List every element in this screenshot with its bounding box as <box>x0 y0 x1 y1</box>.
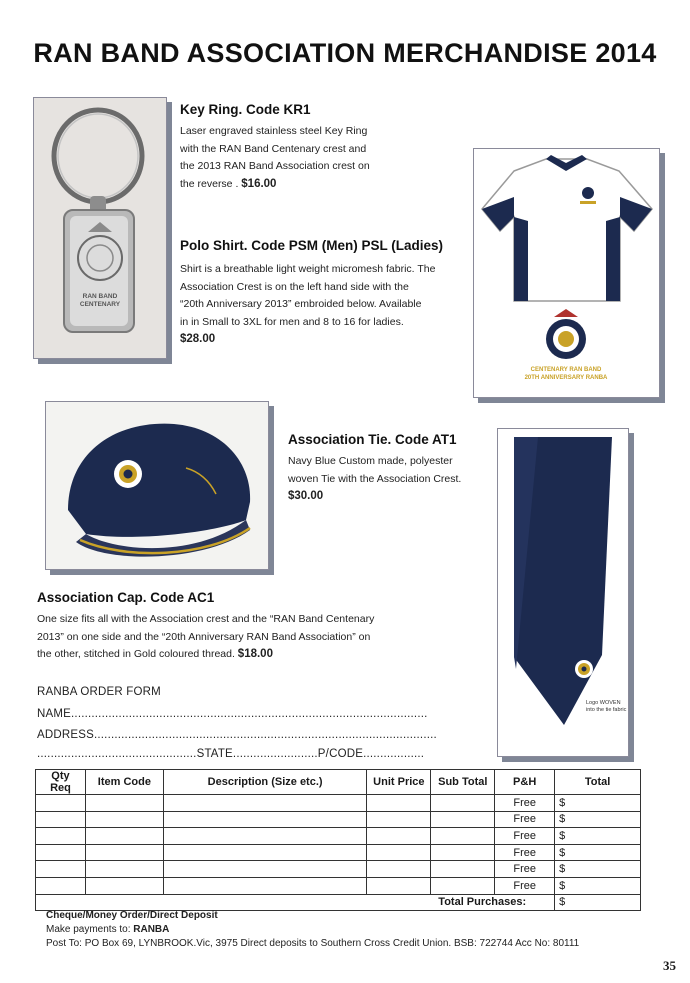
polo-price: $28.00 <box>180 333 216 345</box>
ph-cell: Free <box>495 877 555 894</box>
keyring-line <box>180 176 420 194</box>
description-cell[interactable] <box>163 828 367 845</box>
total-cell[interactable]: $ <box>555 828 641 845</box>
payable-to: RANBA <box>133 924 170 935</box>
total-cell[interactable]: $ <box>555 877 641 894</box>
polo-line: in in Small to 3XL for men and 8 to 16 for ladies. <box>180 315 404 328</box>
ph-cell: Free <box>495 811 555 828</box>
qty-cell[interactable] <box>36 795 86 812</box>
total-purchases-value[interactable]: $ <box>555 894 641 911</box>
total-cell[interactable]: $ <box>555 861 641 878</box>
page-number: 35 <box>663 958 676 973</box>
item-code-cell[interactable] <box>85 844 163 861</box>
polo-image <box>474 149 659 397</box>
table-row <box>36 828 641 845</box>
table-row <box>36 877 641 894</box>
cap-image <box>46 402 268 569</box>
payable-prefix: Make payments to: <box>46 924 134 935</box>
tie-description <box>288 453 488 506</box>
column-sub-total: Sub Total <box>431 770 495 795</box>
column-ph: P&H <box>495 770 555 795</box>
unit-price-cell[interactable] <box>367 877 431 894</box>
cap-description <box>37 611 477 664</box>
qty-cell[interactable] <box>36 877 86 894</box>
description-cell[interactable] <box>163 877 367 894</box>
unit-price-cell[interactable] <box>367 828 431 845</box>
description-cell[interactable] <box>163 861 367 878</box>
table-row <box>36 861 641 878</box>
keyring-price: $16.00 <box>241 177 277 190</box>
post-to: Post To: PO Box 69, LYNBROOK.Vic, 3975 Direct deposits to Southern Cross Credit Union. BSB: 722744 Acc No: 80111 <box>46 938 580 949</box>
table-row <box>36 844 641 861</box>
tie-price: $30.00 <box>288 490 324 502</box>
column-description: Description (Size etc.) <box>163 770 367 795</box>
unit-price-cell[interactable] <box>367 861 431 878</box>
tie-image <box>498 429 628 756</box>
sub-total-cell[interactable] <box>431 877 495 894</box>
keyring-engraving-line2: CENTENARY <box>79 301 121 308</box>
tie-heading: Association Tie. Code AT1 <box>288 432 457 447</box>
payment-methods: Cheque/Money Order/Direct Deposit <box>46 910 218 921</box>
total-purchases-label: Total Purchases: <box>36 894 555 911</box>
tie-photo <box>497 428 629 757</box>
item-code-cell[interactable] <box>85 795 163 812</box>
column-unit-price: Unit Price <box>367 770 431 795</box>
keyring-line: with the RAN Band Centenary crest and <box>180 142 367 155</box>
sub-total-cell[interactable] <box>431 811 495 828</box>
sub-total-cell[interactable] <box>431 795 495 812</box>
item-code-cell[interactable] <box>85 811 163 828</box>
sub-total-cell[interactable] <box>431 844 495 861</box>
item-code-cell[interactable] <box>85 861 163 878</box>
sub-total-cell[interactable] <box>431 861 495 878</box>
keyring-heading: Key Ring. Code KR1 <box>180 102 311 117</box>
qty-cell[interactable] <box>36 844 86 861</box>
cap-line <box>37 646 477 664</box>
order-form-title: RANBA ORDER FORM <box>37 686 161 698</box>
keyring-line: Laser engraved stainless steel Key Ring <box>180 125 368 137</box>
cap-line: 2013” on one side and the “20th Anniversary RAN Band Association” on <box>37 630 371 643</box>
polo-photo <box>473 148 660 398</box>
payment-info <box>46 909 646 951</box>
order-address-field[interactable]: ADDRESS..................................................................................................... <box>37 729 437 741</box>
order-table-header <box>36 770 641 795</box>
ph-cell: Free <box>495 844 555 861</box>
polo-description <box>180 261 470 349</box>
keyring-line: the 2013 RAN Band Association crest on <box>180 160 370 172</box>
order-name-field[interactable]: NAME......................................................................................................... <box>37 708 428 720</box>
description-cell[interactable] <box>163 844 367 861</box>
polo-embroidery-line2: 20TH ANNIVERSARY RANBA <box>524 375 608 381</box>
qty-cell[interactable] <box>36 828 86 845</box>
polo-heading: Polo Shirt. Code PSM (Men) PSL (Ladies) <box>180 238 444 253</box>
keyring-line-text: the reverse . <box>180 177 242 190</box>
table-row <box>36 795 641 812</box>
description-cell[interactable] <box>163 795 367 812</box>
tie-line: woven Tie with the Association Crest. <box>288 472 462 485</box>
polo-line: “20th Anniversary 2013” embroided below. Available <box>180 298 422 310</box>
page-title: RAN BAND ASSOCIATION MERCHANDISE 2014 <box>33 38 657 68</box>
total-cell[interactable]: $ <box>555 844 641 861</box>
keyring-photo <box>33 97 167 359</box>
unit-price-cell[interactable] <box>367 795 431 812</box>
ph-cell: Free <box>495 828 555 845</box>
cap-price: $18.00 <box>237 648 273 660</box>
qty-cell[interactable] <box>36 861 86 878</box>
unit-price-cell[interactable] <box>367 811 431 828</box>
ph-cell: Free <box>495 795 555 812</box>
polo-embroidery-line1: CENTENARY RAN BAND <box>530 367 602 373</box>
description-cell[interactable] <box>163 811 367 828</box>
sub-total-cell[interactable] <box>431 828 495 845</box>
item-code-cell[interactable] <box>85 828 163 845</box>
cap-line-text: the other, stitched in Gold coloured thread. <box>37 648 238 660</box>
column-item-code: Item Code <box>85 770 163 795</box>
item-code-cell[interactable] <box>85 877 163 894</box>
total-cell[interactable]: $ <box>555 811 641 828</box>
column-total: Total <box>555 770 641 795</box>
order-table <box>35 769 641 911</box>
keyring-engraving-line1: RAN BAND <box>82 293 118 300</box>
keyring-image <box>34 98 166 358</box>
table-row <box>36 811 641 828</box>
cap-heading: Association Cap. Code AC1 <box>37 590 215 605</box>
tie-line: Navy Blue Custom made, polyester <box>288 455 453 467</box>
polo-line: Association Crest is on the left hand side with the <box>180 280 409 293</box>
total-cell[interactable]: $ <box>555 795 641 812</box>
tie-logo-note-line2: into the tie fabric <box>586 707 627 713</box>
ph-cell: Free <box>495 861 555 878</box>
column-qty-req: Qty Req <box>36 770 86 795</box>
tie-logo-note-line1: Logo WOVEN <box>586 700 621 706</box>
cap-line: One size fits all with the Association crest and the “RAN Band Centenary <box>37 613 375 625</box>
polo-line: Shirt is a breathable light weight micromesh fabric. The <box>180 263 436 275</box>
cap-photo <box>45 401 269 570</box>
qty-cell[interactable] <box>36 811 86 828</box>
payable-line <box>46 923 646 937</box>
unit-price-cell[interactable] <box>367 844 431 861</box>
keyring-description <box>180 123 420 193</box>
order-state-postcode-field[interactable]: ...............................................STATE.........................P/CODE.................. <box>37 748 425 760</box>
